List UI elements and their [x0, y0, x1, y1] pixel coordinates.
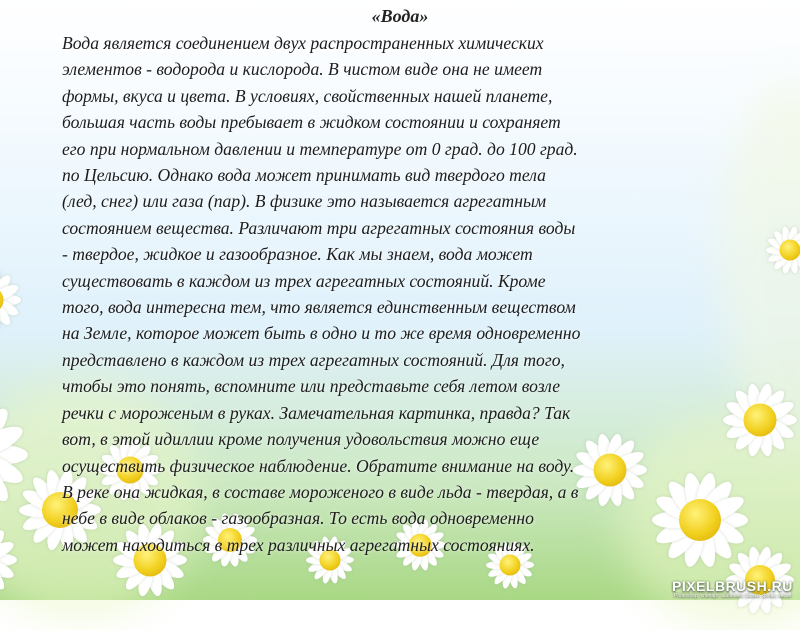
- text-line: на Земле, которое может быть в одно и то же время одновременно: [62, 323, 581, 344]
- watermark-text: PIXELBRUSH.RU: [672, 578, 793, 594]
- text-line: по Цельсию. Однако вода может принимать вид твердого тела: [62, 165, 546, 186]
- text-line: Вода является соединением двух распространенных химических: [62, 33, 544, 53]
- daisy-icon: [0, 255, 35, 345]
- text-line: (лед, снег) или газа (пар). В физике это называется агрегатным: [62, 191, 547, 212]
- text-line: существовать в каждом из трех агрегатных состояний. Кроме: [62, 270, 546, 291]
- text-line: состоянием вещества. Различают три агрегатных состояния воды: [62, 217, 576, 238]
- watermark-logo: [672, 578, 794, 599]
- text-line: того, вода интересна тем, что является единственным веществом: [62, 297, 576, 318]
- text-line: небе в виде облаков - газообразная. То есть вода одновременно: [62, 508, 534, 529]
- daisy-icon: [755, 215, 800, 285]
- watermark-tagline: Photoshop, клипарт, шаблоны, рамки, фоны, кисти: [674, 593, 791, 599]
- text-line: вот, в этой идиллии кроме получения удовольствия можно еще: [62, 429, 540, 450]
- text-line: чтобы это понять, вспомните или представьте себя летом возле: [62, 376, 561, 397]
- page-title: «Вода»: [371, 6, 429, 26]
- text-line: речки с мороженым в руках. Замечательная картинка, правда? Так: [62, 402, 571, 423]
- text-line: В реке она жидкая, в составе мороженого в виде льда - твердая, а в: [62, 481, 579, 502]
- text-line: осуществить физическое наблюдение. Обратите внимание на воду.: [62, 455, 575, 476]
- daisy-icon: [0, 505, 35, 615]
- text-line: может находиться в трех различных агрегатных состояниях.: [62, 534, 535, 555]
- text-line: большая часть воды пребывает в жидком состоянии и сохраняет: [62, 112, 561, 133]
- text-line: представлено в каждом из трех агрегатных состояний. Для того,: [62, 349, 565, 370]
- text-line: элементов - водорода и кислорода. В чистом виде она не имеет: [62, 59, 543, 80]
- text-line: его при нормальном давлении и температуре от 0 град. до 100 град.: [62, 138, 578, 159]
- text-line: - твердое, жидкое и газообразное. Как мы знаем, вода может: [62, 244, 533, 265]
- body-text: [62, 30, 738, 558]
- text-line: формы, вкуса и цвета. В условиях, свойственных нашей планете,: [62, 85, 553, 106]
